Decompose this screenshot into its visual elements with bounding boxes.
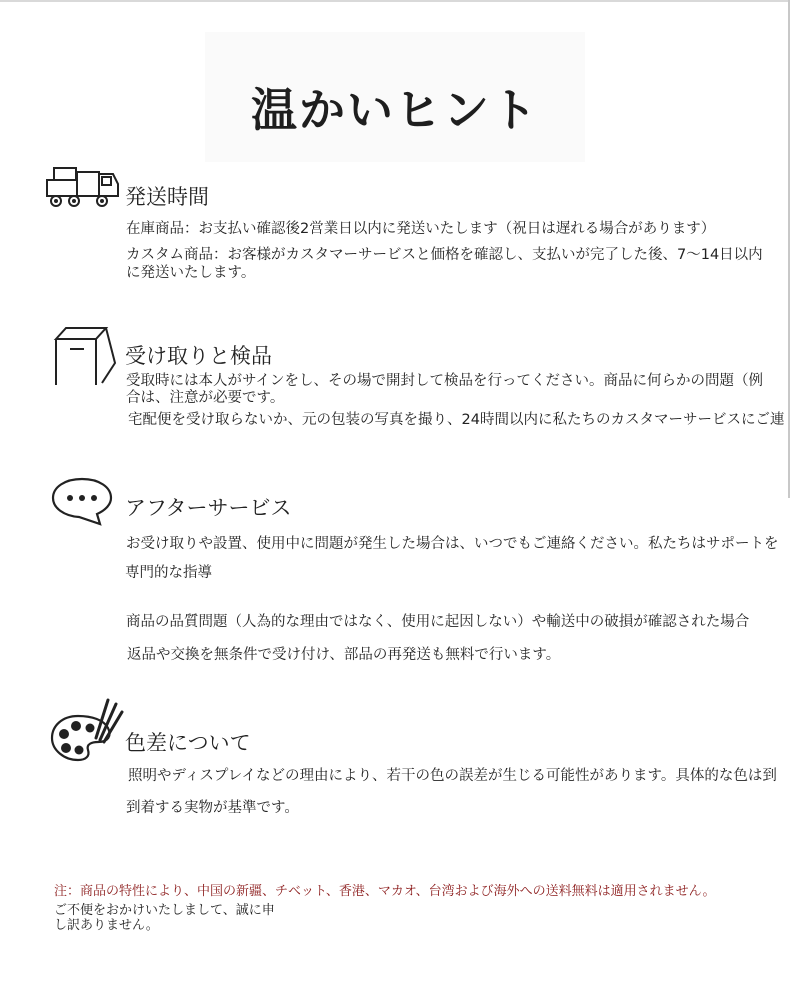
receiving-line-2: 合は、注意が必要です。 xyxy=(126,390,285,406)
color-line-1: 照明やディスプレイなどの理由により、若干の色の誤差が生じる可能性があります。具体的な色は到 xyxy=(128,768,777,784)
color-line-2: 到着する実物が基準です。 xyxy=(126,800,299,816)
section-heading-after-sales: アフターサービス xyxy=(125,496,292,520)
after-sales-line-1: お受け取りや設置、使用中に問題が発生した場合は、いつでもご連絡ください。私たちはサポートを xyxy=(126,536,779,552)
after-sales-line-2: 専門的な指導 xyxy=(125,565,212,581)
paint-palette-icon xyxy=(50,694,126,764)
receiving-line-1: 受取時には本人がサインをし、その場で開封して検品を行ってください。商品に何らかの問題（例 xyxy=(126,373,763,389)
top-border-line xyxy=(0,0,790,2)
shipping-line-2: カスタム商品：お客様がカスタマーサービスと価格を確認し、支払いが完了した後、7〜14日以内に発送いたします。 xyxy=(126,247,763,281)
box-icon xyxy=(52,325,118,387)
after-sales-line-3: 商品の品質問題（人為的な理由ではなく、使用に起因しない）や輸送中の破損が確認された場合 xyxy=(126,614,750,630)
shipping-line-1: 在庫商品：お支払い確認後2営業日以内に発送いたします（祝日は遅れる場合があります） xyxy=(126,221,716,237)
after-sales-line-4: 返品や交換を無条件で受け付け、部品の再発送も無料で行います。 xyxy=(127,647,561,663)
apology-note: ご不便をおかけいたしまして、誠に申し訳ありません。 xyxy=(54,903,275,933)
shipping-exclusion-note: 注：商品の特性により、中国の新疆、チベット、香港、マカオ、台湾および海外への送料無料は適用されません。 xyxy=(54,884,716,899)
truck-icon xyxy=(44,166,120,210)
chat-bubble-icon xyxy=(50,476,114,526)
page-title: 温かいヒント xyxy=(251,83,539,137)
receiving-line-3: 宅配便を受け取らないか、元の包装の写真を撮り、24時間以内に私たちのカスタマーサービスにご連 xyxy=(128,412,785,428)
section-heading-shipping: 発送時間 xyxy=(125,185,209,209)
section-heading-receiving: 受け取りと検品 xyxy=(125,344,272,368)
section-heading-color: 色差について xyxy=(125,731,251,755)
